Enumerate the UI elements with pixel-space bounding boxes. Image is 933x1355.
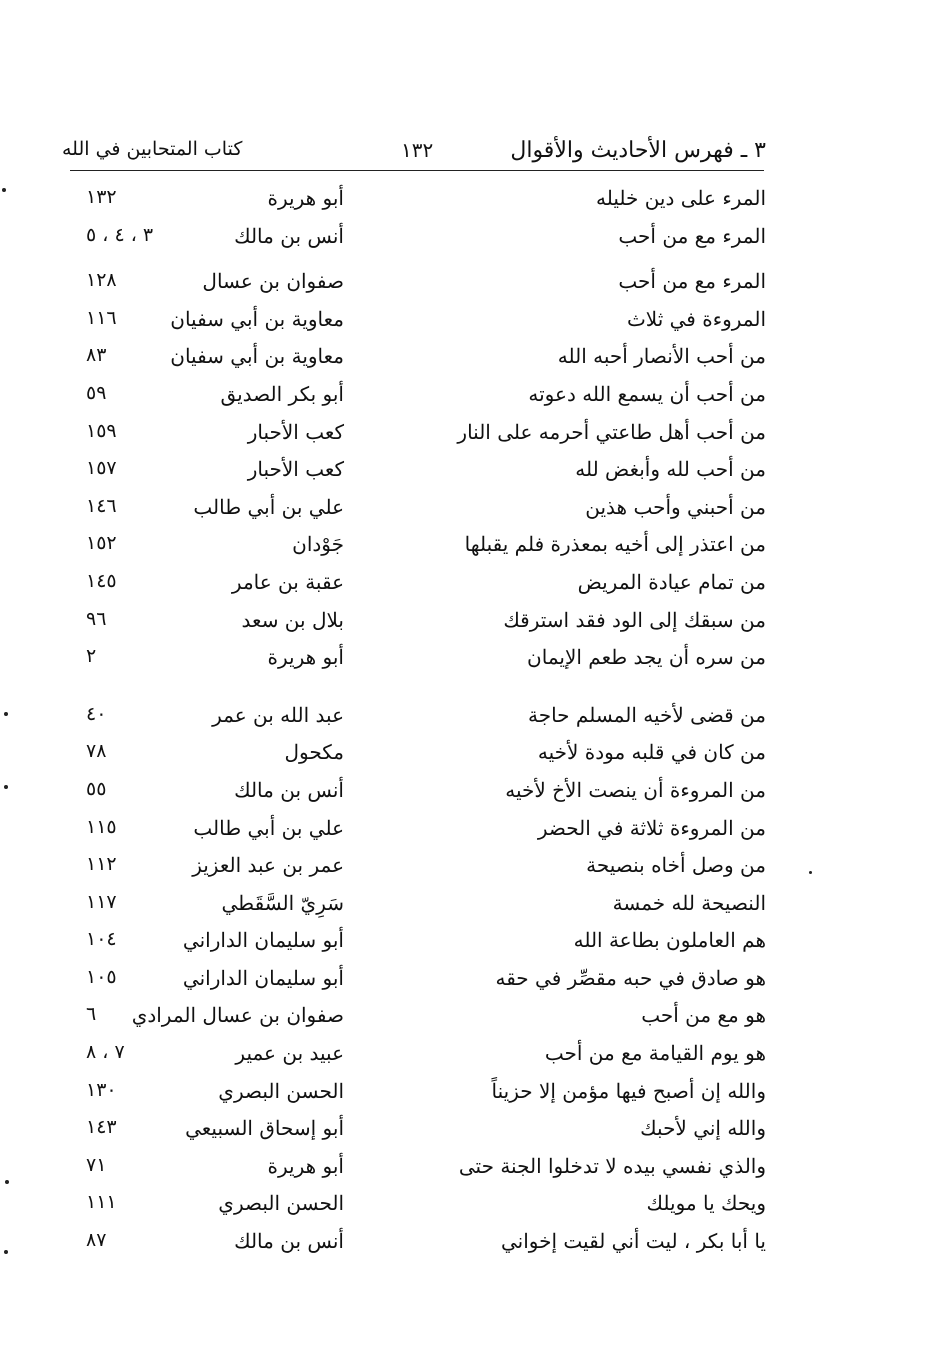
entry-text: من أحبني وأحب هذين [585, 494, 766, 519]
entry-page: ١٥٩ [86, 419, 117, 442]
index-entry [62, 602, 772, 640]
entry-text: من أحب الأنصار أحبه الله [557, 344, 766, 369]
entry-page: ٨٧ [86, 1229, 107, 1252]
index-entry [62, 451, 772, 489]
entry-page: ٧١ [86, 1153, 107, 1176]
entry-page: ٧ ، ٨ [86, 1041, 125, 1064]
scan-speck [2, 188, 6, 192]
entry-page: ١٢٨ [86, 269, 117, 292]
scan-speck [809, 871, 812, 874]
index-entry [62, 1110, 772, 1148]
entry-page: ١١٦ [86, 306, 117, 329]
running-header [62, 138, 766, 170]
entry-text: من سره أن يجد طعم الإيمان [527, 645, 766, 670]
entry-text: هو صادق في حبه مقصِّر في حقه [495, 965, 766, 990]
entry-narrator: أبو سليمان الداراني [182, 965, 344, 990]
entry-text: هو يوم القيامة مع من أحب [544, 1041, 766, 1066]
entry-text: المرء مع من أحب [618, 269, 766, 294]
index-entry [62, 1185, 772, 1223]
entry-narrator: كعب الأحبار [247, 457, 344, 482]
entry-narrator: بلال بن سعد [241, 607, 344, 632]
entry-narrator: سَرِيّ السَّقَطي [221, 890, 344, 915]
entry-narrator: الحسن البصري [218, 1191, 344, 1216]
index-entry [62, 772, 772, 810]
entry-page: ١٤٥ [86, 569, 117, 592]
entry-text: من المروءة ثلاثة في الحضر [537, 815, 766, 840]
index-entry [62, 734, 772, 772]
entry-narrator: أبو إسحاق السبيعي [185, 1116, 344, 1141]
scan-speck [4, 785, 8, 789]
entry-text: النصيحة لله خمسة [612, 890, 766, 915]
section-title: ٣ ـ فهرس الأحاديث والأقوال [510, 138, 766, 163]
entry-narrator: أبو هريرة [267, 186, 344, 210]
entry-narrator: كعب الأحبار [247, 419, 344, 444]
index-entry [62, 997, 772, 1035]
entry-narrator: معاوية بن أبي سفيان [170, 306, 344, 331]
entry-page: ١١٥ [86, 815, 117, 838]
entry-page: ٥٩ [86, 381, 107, 404]
entry-page: ١٥٢ [86, 532, 117, 555]
book-title: كتاب المتحابين في الله [62, 138, 243, 160]
entry-text: من كان في قلبه مودة لأخيه [537, 740, 766, 765]
entry-page: ١١١ [86, 1191, 117, 1214]
entry-text: من أحب لله وأبغض لله [575, 457, 766, 482]
entry-page: ٣ ، ٤ ، ٥ [86, 223, 154, 246]
scan-speck [4, 712, 8, 716]
index-entry [62, 1073, 772, 1111]
page-number: ١٣٢ [401, 138, 434, 162]
header-rule [70, 170, 764, 171]
entry-narrator: صفوان بن عسال [202, 269, 344, 294]
entry-narrator: عبد الله بن عمر [212, 702, 344, 727]
entry-page: ٨٣ [86, 344, 107, 367]
index-list [62, 180, 772, 1261]
entry-narrator: أبو هريرة [267, 1153, 344, 1178]
entry-text: ويحك يا مويلك [646, 1191, 766, 1216]
index-entry [62, 263, 772, 301]
entry-narrator: علي بن أبي طالب [193, 494, 344, 519]
index-entry [62, 180, 772, 218]
index-entry [62, 1148, 772, 1186]
entry-page: ١٣٠ [86, 1078, 117, 1101]
scan-speck [5, 1180, 9, 1184]
entry-narrator: عقبة بن عامر [231, 569, 344, 594]
entry-page: ١٤٦ [86, 494, 117, 517]
index-entry [62, 414, 772, 452]
entry-page: ١٤٣ [86, 1116, 117, 1139]
entry-text: والله إن أصبح فيها مؤمن إلا حزيناً [491, 1078, 766, 1103]
entry-page: ٦ [86, 1003, 97, 1026]
index-entry [62, 218, 772, 256]
entry-narrator: مكحول [284, 740, 344, 765]
index-entry [62, 1035, 772, 1073]
entry-text: من المروءة أن ينصت الأخ لأخيه [505, 777, 766, 802]
entry-text: يا أبا بكر ، ليت أني لقيت إخواني [501, 1229, 766, 1254]
entry-narrator: أنس بن مالك [234, 1229, 344, 1254]
index-entry [62, 885, 772, 923]
entry-text: والله إني لأحبك [640, 1116, 766, 1141]
entry-text: والذي نفسي بيده لا تدخلوا الجنة حتى [458, 1153, 766, 1178]
entry-narrator: أنس بن مالك [234, 223, 344, 248]
entry-narrator: معاوية بن أبي سفيان [170, 344, 344, 369]
index-entry [62, 526, 772, 564]
index-entry [62, 338, 772, 376]
entry-page: ٩٦ [86, 607, 107, 630]
index-entry [62, 639, 772, 677]
entry-page: ٢ [86, 645, 97, 668]
entry-text: هم العاملون بطاعة الله [573, 928, 766, 953]
entry-text: من أحب أن يسمع الله دعوته [528, 381, 766, 406]
entry-page: ١٥٧ [86, 457, 117, 480]
entry-narrator: أبو هريرة [267, 645, 344, 670]
entry-text: المرء على دين خليله [595, 186, 766, 210]
entry-page: ٥٥ [86, 777, 107, 800]
entry-narrator: أنس بن مالك [234, 777, 344, 802]
scan-speck [4, 1250, 8, 1254]
entry-narrator: عبيد بن عمير [235, 1041, 344, 1066]
entry-page: ٧٨ [86, 740, 107, 763]
entry-narrator: الحسن البصري [218, 1078, 344, 1103]
entry-page: ١٣٢ [86, 186, 117, 208]
index-entry [62, 922, 772, 960]
index-entry [62, 847, 772, 885]
index-entry [62, 376, 772, 414]
entry-narrator: أبو بكر الصديق [220, 381, 344, 406]
index-entry [62, 489, 772, 527]
index-entry [62, 697, 772, 735]
entry-page: ١٠٤ [86, 928, 117, 951]
index-entry [62, 810, 772, 848]
entry-page: ١١٧ [86, 890, 117, 913]
entry-narrator: جَوْدان [292, 532, 344, 557]
entry-narrator: صفوان بن عسال المرادي [131, 1003, 344, 1028]
index-entry [62, 960, 772, 998]
entry-page: ٤٠ [86, 702, 107, 725]
index-entry [62, 301, 772, 339]
entry-text: المرء مع من أحب [618, 223, 766, 248]
entry-narrator: أبو سليمان الداراني [182, 928, 344, 953]
entry-text: من اعتذر إلى أخيه بمعذرة فلم يقبلها [464, 532, 766, 557]
entry-narrator: علي بن أبي طالب [193, 815, 344, 840]
entry-narrator: عمر بن عبد العزيز [192, 853, 344, 878]
entry-text: هو مع من أحب [641, 1003, 766, 1028]
entry-text: من أحب أهل طاعتي أحرمه على النار [457, 419, 766, 444]
entry-text: المروءة في ثلاث [626, 306, 766, 331]
entry-text: من قضى لأخيه المسلم حاجة [528, 702, 766, 727]
index-entry [62, 1223, 772, 1261]
entry-text: من وصل أخاه بنصيحة [586, 853, 766, 878]
entry-page: ١٠٥ [86, 965, 117, 988]
entry-text: من سبقك إلى الود فقد استرقك [503, 607, 766, 632]
entry-page: ١١٢ [86, 853, 117, 876]
entry-text: من تمام عيادة المريض [577, 569, 766, 594]
index-entry [62, 564, 772, 602]
